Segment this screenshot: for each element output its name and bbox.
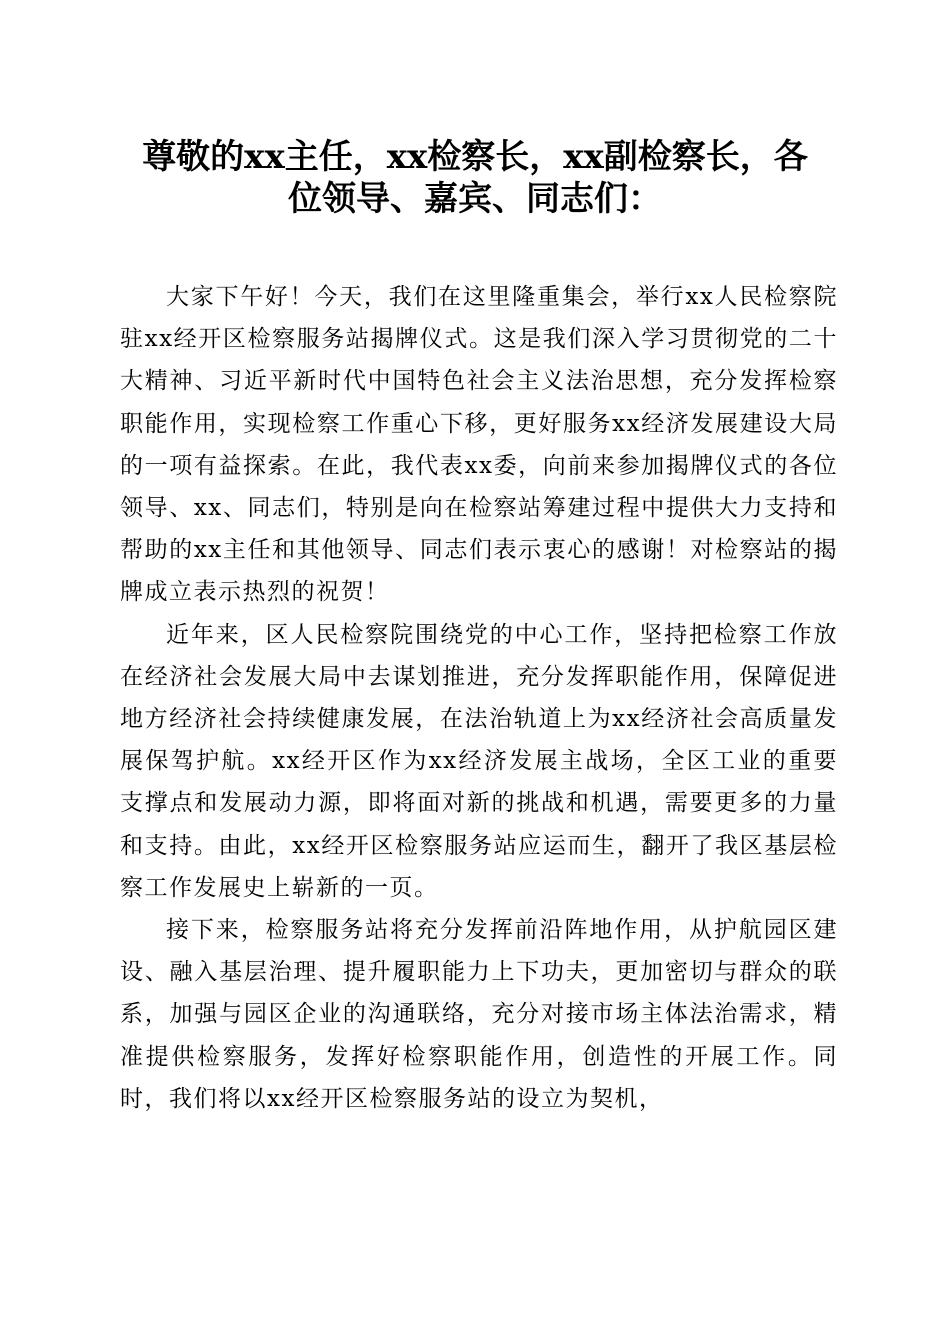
paragraph-next-steps: 接下来，检察服务站将充分发挥前沿阵地作用，从护航园区建设、融入基层治理、提升履职能力上下功夫，更加密切与群众的联系，加强与园区企业的沟通联络，充分对接市场主体法治需求，精准提供检察服务，发挥好检察职能作用，创造性的开展工作。同时，我们将以xx经开区检察服务站的设立为契机， [120, 917, 838, 1112]
document-title [110, 136, 840, 220]
title-line-2: 位领导、嘉宾、同志们： [288, 179, 662, 219]
paragraph-greeting: 大家下午好！今天，我们在这里隆重集会，举行xx人民检察院驻xx经开区检察服务站揭牌仪式。这是我们深入学习贯彻党的二十大精神、习近平新时代中国特色社会主义法治思想，充分发挥检察职能作用，实现检察工作重心下移，更好服务xx经济发展建设大局的一项有益探索。在此，我代表xx委，向前来参加揭牌仪式的各位领导、xx、同志们，特别是向在检察站筹建过程中提供大力支持和帮助的xx主任和其他领导、同志们表示衷心的感谢！对检察站的揭牌成立表示热烈的祝贺！ [120, 284, 838, 606]
title-line-1: 尊敬的xx主任，xx检察长，xx副检察长，各 [142, 137, 808, 177]
paragraph-background: 近年来，区人民检察院围绕党的中心工作，坚持把检察工作放在经济社会发展大局中去谋划推进，充分发挥职能作用，保障促进地方经济社会持续健康发展，在法治轨道上为xx经济社会高质量发展保驾护航。xx经开区作为xx经济发展主战场，全区工业的重要支撑点和发展动力源，即将面对新的挑战和机遇，需要更多的力量和支持。由此，xx经开区检察服务站应运而生，翻开了我区基层检察工作发展史上崭新的一页。 [120, 621, 838, 901]
document-body [120, 276, 838, 1120]
